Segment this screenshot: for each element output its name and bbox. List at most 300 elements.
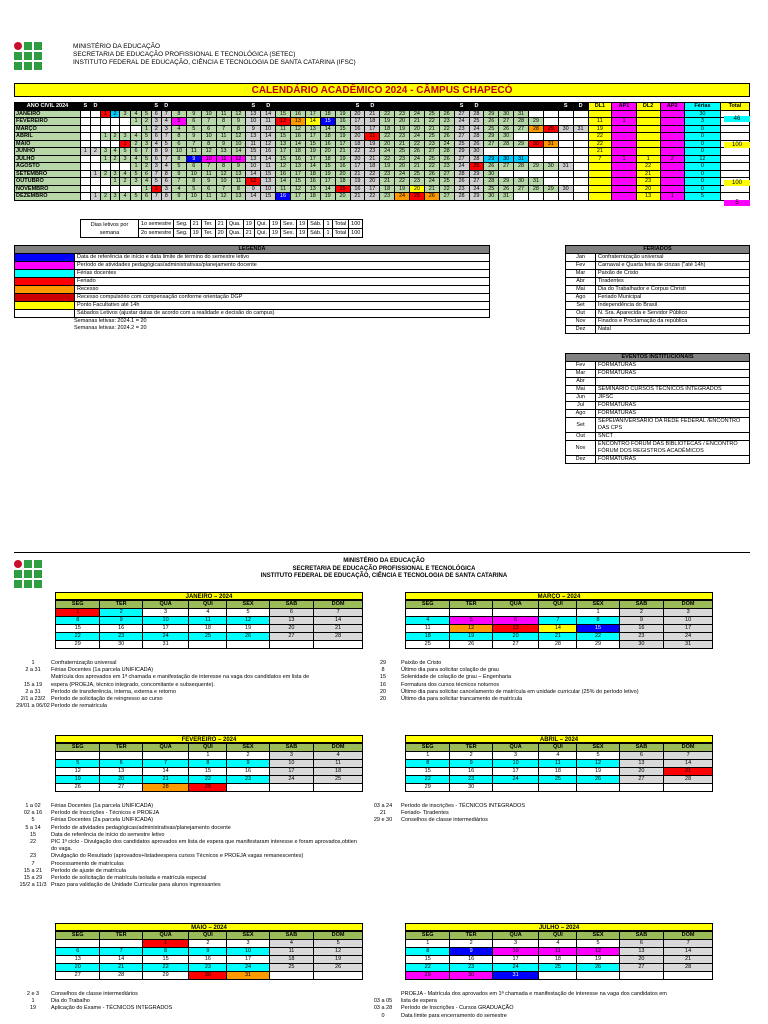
day-cell: 14 bbox=[261, 133, 276, 141]
month-title: MAIO – 2024 bbox=[55, 923, 363, 931]
month-extra bbox=[588, 193, 612, 201]
legend-text: Recesso compulsório com compensação conforme orientação DGP bbox=[75, 294, 490, 302]
day-cell: 1 bbox=[101, 110, 111, 118]
ifsc-logo-2 bbox=[14, 560, 42, 588]
day-cell bbox=[269, 972, 313, 980]
weekday-label: DOM bbox=[664, 601, 713, 609]
day-cell: 5 bbox=[151, 178, 161, 186]
event-text: Feriado- Tiradentes bbox=[401, 810, 449, 817]
day-cell: 5 bbox=[131, 170, 142, 178]
month-extra: 1 bbox=[660, 193, 684, 201]
month-extra bbox=[636, 110, 660, 118]
month-name: MARÇO bbox=[15, 125, 81, 133]
month-name: JANEIRO bbox=[15, 110, 81, 118]
day-cell: 4 bbox=[172, 125, 187, 133]
day-cell bbox=[81, 118, 91, 126]
total-value: 100 bbox=[724, 180, 750, 186]
weekday-header: Q bbox=[131, 103, 142, 111]
month-extra: 0 bbox=[684, 163, 720, 171]
event-row bbox=[15, 839, 360, 853]
day-cell bbox=[120, 125, 131, 133]
day-cell: 26 bbox=[484, 118, 499, 126]
day-cell: 23 bbox=[395, 133, 410, 141]
day-cell: 22 bbox=[189, 776, 227, 784]
day-cell: 19 bbox=[314, 956, 363, 964]
day-cell: 16 bbox=[305, 178, 320, 186]
event-row bbox=[15, 696, 360, 703]
day-cell: 15 bbox=[261, 193, 276, 201]
event-text: Dia do Trabalho bbox=[51, 998, 90, 1005]
day-cell: 5 bbox=[186, 185, 201, 193]
day-cell bbox=[664, 972, 713, 980]
day-cell: 22 bbox=[380, 155, 395, 163]
day-cell: 10 bbox=[664, 617, 713, 625]
weekday-header: S bbox=[142, 103, 152, 111]
day-cell: 1 bbox=[131, 163, 142, 171]
day-cell: 20 bbox=[320, 148, 335, 156]
month-name: DEZEMBRO bbox=[15, 193, 81, 201]
day-cell: 26 bbox=[314, 964, 363, 972]
day-cell bbox=[529, 155, 544, 163]
day-cell: 31 bbox=[573, 125, 588, 133]
day-cell: 3 bbox=[110, 193, 119, 201]
day-cell: 3 bbox=[664, 609, 713, 617]
day-cell: 14 bbox=[305, 118, 320, 126]
feriado-text: Feriado Municipal bbox=[596, 294, 750, 302]
day-cell: 26 bbox=[469, 140, 484, 148]
day-cell: 14 bbox=[539, 625, 577, 633]
weekday-header: S bbox=[543, 103, 558, 111]
day-cell: 4 bbox=[406, 617, 450, 625]
day-cell bbox=[81, 140, 91, 148]
day-cell: 20 bbox=[380, 140, 395, 148]
day-cell: 27 bbox=[492, 641, 539, 649]
day-cell: 21 bbox=[100, 964, 142, 972]
day-cell: 9 bbox=[231, 118, 246, 126]
day-cell bbox=[573, 110, 588, 118]
day-cell: 30 bbox=[189, 972, 227, 980]
day-cell: 11 bbox=[246, 140, 261, 148]
month-extra: 7 bbox=[588, 155, 612, 163]
day-cell: 25 bbox=[424, 133, 439, 141]
day-cell: 6 bbox=[161, 178, 171, 186]
weekday-header: Q bbox=[305, 103, 320, 111]
day-cell: 16 bbox=[227, 768, 269, 776]
month-extra bbox=[612, 148, 636, 156]
day-cell: 11 bbox=[539, 760, 577, 768]
legend-text: Data de referência de início e data limite de término do semestre letivo bbox=[75, 254, 490, 262]
event-text: Prazo para validação de Unidade Curricular para alunos ingressantes bbox=[51, 882, 221, 889]
day-cell: 27 bbox=[439, 193, 454, 201]
event-text: PIC 1º ciclo - Divulgação dos candidatos aprovados em lista de espera que manifestaram interesse e foram aprovados,obtien do vaga. bbox=[51, 839, 357, 853]
day-cell: 27 bbox=[424, 148, 439, 156]
day-cell: 2 bbox=[120, 178, 131, 186]
day-cell: 11 bbox=[269, 948, 313, 956]
day-cell: 19 bbox=[335, 155, 350, 163]
day-cell: 16 bbox=[335, 118, 350, 126]
event-row bbox=[15, 803, 360, 810]
day-cell: 13 bbox=[492, 625, 539, 633]
day-cell: 6 bbox=[201, 185, 216, 193]
year-calendar-grid bbox=[14, 102, 750, 206]
day-cell: 21 bbox=[539, 633, 577, 641]
month-extra: 21 bbox=[636, 170, 660, 178]
day-cell: 20 bbox=[269, 625, 313, 633]
day-cell: 15 bbox=[276, 110, 291, 118]
month-extra bbox=[612, 178, 636, 186]
day-cell: 10 bbox=[227, 948, 269, 956]
legend-text: Recesso bbox=[75, 286, 490, 294]
day-cell: 30 bbox=[543, 163, 558, 171]
day-cell: 25 bbox=[539, 776, 577, 784]
evento-month: Set bbox=[566, 418, 596, 433]
month-title: JANEIRO – 2024 bbox=[55, 592, 363, 600]
feriado-text: Confraternização universal bbox=[596, 254, 750, 262]
day-cell bbox=[81, 170, 91, 178]
day-cell: 15 bbox=[335, 125, 350, 133]
dias-letivos-cell: Total bbox=[332, 220, 349, 229]
month-extra bbox=[720, 125, 749, 133]
day-cell bbox=[81, 125, 91, 133]
weekday-header: Q bbox=[120, 103, 131, 111]
day-cell: 20 bbox=[619, 768, 663, 776]
month-row bbox=[15, 185, 750, 193]
day-cell: 24 bbox=[454, 163, 469, 171]
day-cell: 30 bbox=[619, 641, 663, 649]
month-events bbox=[365, 991, 710, 1020]
page-divider bbox=[14, 552, 750, 553]
legend-swatch bbox=[15, 302, 75, 310]
month-events bbox=[15, 803, 360, 889]
day-cell: 30 bbox=[558, 125, 573, 133]
day-cell bbox=[100, 940, 142, 948]
event-text: Conselhos de classe intermediários bbox=[51, 991, 138, 997]
day-cell: 24 bbox=[492, 776, 539, 784]
day-cell: 29 bbox=[56, 641, 100, 649]
day-cell: 24 bbox=[395, 193, 410, 201]
day-cell: 9 bbox=[189, 948, 227, 956]
day-cell bbox=[539, 784, 577, 792]
day-cell: 5 bbox=[172, 163, 187, 171]
month-extra bbox=[660, 185, 684, 193]
weekday-label: QUI bbox=[539, 601, 577, 609]
day-cell: 11 bbox=[189, 617, 227, 625]
day-cell: 28 bbox=[454, 170, 469, 178]
day-cell: 24 bbox=[395, 170, 410, 178]
legenda-title: LEGENDA bbox=[15, 246, 490, 254]
day-cell: 28 bbox=[664, 776, 713, 784]
month-calendar bbox=[55, 923, 363, 980]
legend-text: Férias docentes bbox=[75, 270, 490, 278]
day-cell: 22 bbox=[406, 776, 450, 784]
day-cell: 11 bbox=[231, 178, 246, 186]
weekday-label: SEG bbox=[406, 601, 450, 609]
weekday-header: T bbox=[110, 103, 119, 111]
day-cell bbox=[120, 185, 131, 193]
day-cell: 6 bbox=[131, 148, 142, 156]
day-cell: 7 bbox=[314, 609, 363, 617]
day-cell: 7 bbox=[201, 163, 216, 171]
day-cell: 29 bbox=[406, 784, 450, 792]
day-cell: 20 bbox=[395, 118, 410, 126]
day-cell: 12 bbox=[231, 110, 246, 118]
month-extra bbox=[660, 178, 684, 186]
day-cell: 26 bbox=[410, 148, 425, 156]
day-cell: 19 bbox=[365, 140, 380, 148]
day-cell bbox=[101, 125, 111, 133]
event-text: Férias Docentes (1a parcela UNIFICADA) bbox=[51, 803, 154, 809]
day-cell bbox=[573, 133, 588, 141]
weekday-label: TER bbox=[450, 932, 492, 940]
day-cell: 3 bbox=[492, 752, 539, 760]
day-cell: 26 bbox=[484, 163, 499, 171]
month-name: MAIO bbox=[15, 140, 81, 148]
month-extra: 0 bbox=[684, 185, 720, 193]
day-cell: 31 bbox=[664, 641, 713, 649]
month-extra: 30 bbox=[684, 110, 720, 118]
event-date: 15 a 29 bbox=[23, 875, 43, 882]
event-row bbox=[365, 1005, 710, 1012]
day-cell bbox=[81, 163, 91, 171]
event-date: 5 bbox=[31, 817, 35, 824]
weekday-label: QUA bbox=[142, 601, 189, 609]
day-cell: 18 bbox=[365, 163, 380, 171]
page2-header-line-1: MINISTÉRIO DA EDUCAÇÃO bbox=[343, 558, 425, 564]
day-cell: 23 bbox=[380, 193, 395, 201]
day-cell: 28 bbox=[469, 110, 484, 118]
weekday-header: S bbox=[350, 103, 365, 111]
day-cell: 30 bbox=[499, 133, 514, 141]
day-cell: 25 bbox=[314, 776, 363, 784]
day-cell: 21 bbox=[365, 110, 380, 118]
evento-month: Dez bbox=[566, 456, 596, 464]
day-cell: 30 bbox=[450, 972, 492, 980]
day-cell: 25 bbox=[424, 110, 439, 118]
day-cell bbox=[492, 784, 539, 792]
month-extra bbox=[660, 148, 684, 156]
month-extra: 3 bbox=[684, 118, 720, 126]
day-cell: 5 bbox=[161, 140, 171, 148]
day-cell: 28 bbox=[539, 641, 577, 649]
event-row bbox=[15, 703, 360, 710]
day-cell: 8 bbox=[56, 617, 100, 625]
day-cell: 17 bbox=[276, 148, 291, 156]
day-cell: 22 bbox=[577, 633, 619, 641]
day-cell: 17 bbox=[365, 185, 380, 193]
day-cell: 9 bbox=[227, 760, 269, 768]
evento-text: FORMATURAS bbox=[596, 370, 750, 378]
day-cell: 1 bbox=[101, 133, 111, 141]
total-value: 100 bbox=[724, 142, 750, 148]
event-text: Período de solicitação de reingresso ao curso bbox=[51, 696, 163, 703]
day-cell bbox=[543, 193, 558, 201]
day-cell bbox=[577, 972, 619, 980]
day-cell: 6 bbox=[142, 193, 152, 201]
day-cell: 17 bbox=[291, 193, 306, 201]
day-cell: 21 bbox=[350, 193, 365, 201]
day-cell: 19 bbox=[380, 118, 395, 126]
day-cell: 14 bbox=[246, 170, 261, 178]
weekday-header: Q bbox=[201, 103, 216, 111]
day-cell: 18 bbox=[320, 133, 335, 141]
day-cell: 28 bbox=[454, 193, 469, 201]
day-cell: 26 bbox=[424, 170, 439, 178]
day-cell: 8 bbox=[406, 760, 450, 768]
day-cell: 5 bbox=[120, 148, 131, 156]
document-header bbox=[73, 43, 356, 67]
month-extra: 0 bbox=[684, 140, 720, 148]
day-cell: 3 bbox=[269, 752, 313, 760]
day-cell bbox=[558, 133, 573, 141]
month-calendar bbox=[55, 592, 363, 649]
weekday-label: SEX bbox=[227, 601, 269, 609]
day-cell: 16 bbox=[320, 140, 335, 148]
event-date bbox=[15, 674, 51, 681]
day-cell: 12 bbox=[291, 185, 306, 193]
day-cell: 9 bbox=[231, 163, 246, 171]
weekday-label: SÁB bbox=[269, 744, 313, 752]
day-cell: 13 bbox=[56, 956, 100, 964]
day-cell: 19 bbox=[395, 185, 410, 193]
evento-text: FORMATURAS bbox=[596, 410, 750, 418]
day-cell: 24 bbox=[380, 148, 395, 156]
day-cell: 2 bbox=[151, 185, 161, 193]
day-cell: 8 bbox=[161, 170, 171, 178]
event-row bbox=[15, 861, 360, 868]
day-cell: 17 bbox=[492, 956, 539, 964]
event-text: Férias Docentes (1a parcela UNIFICADA) bbox=[51, 667, 154, 674]
day-cell: 14 bbox=[142, 768, 189, 776]
day-cell: 25 bbox=[539, 964, 577, 972]
day-cell: 18 bbox=[189, 625, 227, 633]
dias-letivos-cell: 21 bbox=[243, 229, 254, 238]
day-cell bbox=[529, 170, 544, 178]
day-cell: 6 bbox=[619, 752, 663, 760]
month-row bbox=[15, 155, 750, 163]
day-cell: 12 bbox=[216, 193, 231, 201]
day-cell: 16 bbox=[189, 956, 227, 964]
day-cell: 18 bbox=[305, 170, 320, 178]
month-extra bbox=[660, 133, 684, 141]
day-cell bbox=[110, 163, 119, 171]
dias-letivos-cell: 19 bbox=[269, 220, 280, 229]
day-cell: 13 bbox=[246, 155, 261, 163]
event-date: 20 bbox=[379, 696, 387, 703]
day-cell bbox=[101, 118, 111, 126]
weekday-header: D bbox=[573, 103, 588, 111]
day-cell: 5 bbox=[450, 617, 492, 625]
evento-text: SEPEI/ANIVERSÁRIO DA REDE FEDERAL /ENCONTRO DAS CPS bbox=[596, 418, 750, 433]
day-cell: 30 bbox=[484, 193, 499, 201]
day-cell: 22 bbox=[142, 964, 189, 972]
day-cell: 4 bbox=[172, 185, 187, 193]
day-cell: 16 bbox=[276, 170, 291, 178]
day-cell: 28 bbox=[514, 118, 529, 126]
day-cell: 27 bbox=[499, 118, 514, 126]
day-cell: 3 bbox=[120, 133, 131, 141]
day-cell: 10 bbox=[261, 185, 276, 193]
event-text: Período de transferência, interna, externa e retorno bbox=[51, 688, 177, 695]
day-cell: 9 bbox=[216, 140, 231, 148]
day-cell: 4 bbox=[131, 155, 142, 163]
month-extra bbox=[636, 148, 660, 156]
day-cell: 20 bbox=[335, 170, 350, 178]
event-date: 5 a 14 bbox=[25, 824, 41, 831]
event-text: Confraternização universal bbox=[51, 660, 117, 666]
day-cell: 18 bbox=[305, 193, 320, 201]
weekday-label: SÁB bbox=[269, 601, 313, 609]
day-cell: 23 bbox=[100, 633, 142, 641]
event-row bbox=[15, 817, 360, 824]
day-cell: 24 bbox=[410, 155, 425, 163]
dias-letivos-cell: 19 bbox=[297, 220, 308, 229]
month-extra: 22 bbox=[588, 133, 612, 141]
day-cell: 15 bbox=[406, 768, 450, 776]
day-cell: 5 bbox=[56, 760, 100, 768]
day-cell: 14 bbox=[100, 956, 142, 964]
day-cell: 4 bbox=[539, 940, 577, 948]
month-row bbox=[15, 110, 750, 118]
day-cell: 26 bbox=[577, 964, 619, 972]
day-cell: 16 bbox=[291, 110, 306, 118]
day-cell: 24 bbox=[454, 118, 469, 126]
weekday-header: D bbox=[469, 103, 484, 111]
day-cell: 11 bbox=[314, 760, 363, 768]
day-cell: 15 bbox=[406, 956, 450, 964]
page2-header-line-3: INSTITUTO FEDERAL DE EDUCAÇÃO, CIÊNCIA E TECNOLOGIA DE SANTA CATARINA bbox=[260, 573, 508, 579]
day-cell: 28 bbox=[484, 178, 499, 186]
month-row bbox=[15, 148, 750, 156]
day-cell: 18 bbox=[350, 140, 365, 148]
day-cell: 31 bbox=[543, 140, 558, 148]
month-extra bbox=[588, 110, 612, 118]
day-cell: 9 bbox=[161, 148, 171, 156]
event-date: 8 bbox=[381, 667, 385, 674]
day-cell: 7 bbox=[216, 125, 231, 133]
day-cell: 12 bbox=[276, 118, 291, 126]
month-extra bbox=[636, 125, 660, 133]
day-cell: 13 bbox=[231, 193, 246, 201]
legend-text: Sábados Letivos (ajustar datas de acordo com a realidade e decisão do campus) bbox=[75, 310, 490, 318]
day-cell: 23 bbox=[439, 163, 454, 171]
month-extra bbox=[720, 155, 749, 163]
weekday-label: SEG bbox=[56, 932, 100, 940]
month-extra bbox=[720, 193, 749, 201]
event-text: Data limite para encerramento do semestre bbox=[401, 1012, 507, 1019]
day-cell: 21 bbox=[380, 178, 395, 186]
day-cell: 25 bbox=[410, 193, 425, 201]
day-cell: 2 bbox=[100, 609, 142, 617]
day-cell: 9 bbox=[172, 170, 187, 178]
day-cell: 1 bbox=[142, 125, 152, 133]
day-cell: 18 bbox=[380, 185, 395, 193]
day-cell: 15 bbox=[261, 170, 276, 178]
weekday-header: S bbox=[151, 103, 161, 111]
day-cell: 9 bbox=[100, 617, 142, 625]
event-row bbox=[365, 810, 710, 817]
day-cell: 25 bbox=[484, 185, 499, 193]
day-cell: 5 bbox=[142, 133, 152, 141]
day-cell: 5 bbox=[186, 125, 201, 133]
day-cell bbox=[558, 155, 573, 163]
day-cell: 3 bbox=[142, 609, 189, 617]
day-cell: 3 bbox=[142, 140, 152, 148]
day-cell: 1 bbox=[101, 155, 111, 163]
day-cell: 1 bbox=[142, 185, 152, 193]
day-cell: 5 bbox=[142, 155, 152, 163]
weekday-header: Q bbox=[424, 103, 439, 111]
day-cell: 28 bbox=[469, 155, 484, 163]
